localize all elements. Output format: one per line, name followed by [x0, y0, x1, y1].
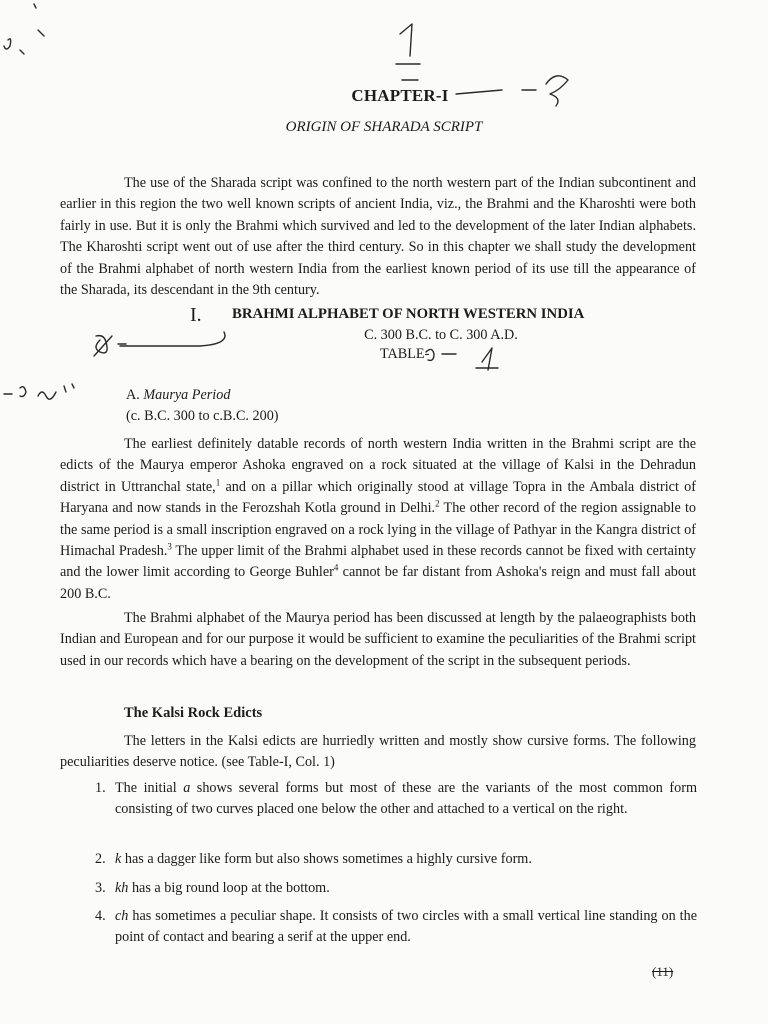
handwritten-side-note — [0, 380, 90, 410]
table-label: TABLE- — [380, 346, 430, 362]
chapter-title: CHAPTER-I — [351, 86, 449, 105]
list-item: 4. ch has sometimes a peculiar shape. It consists of two circles with a small vertical line standing on the point of contact and bearing a serif at the upper end. — [95, 908, 697, 946]
list-item: 2. k has a dagger like form but also shows sometimes a highly cursive form. — [95, 851, 532, 867]
handwritten-table-number — [424, 342, 508, 372]
section-heading: BRAHMI ALPHABET OF NORTH WESTERN INDIA — [232, 306, 585, 322]
intro-paragraph: The use of the Sharada script was confined to the north western part of the Indian subcontinent and earlier in this region the two well known scripts of ancient India, viz., the Brahmi and the Kharoshti were both fairly in use. But it is only the Brahmi which survived and led to the development of the later Indian alphabets. The Kharoshti script went out of use after the third century. So in this chapter we shall study the development of the Brahmi alphabet of north western India from the earliest known period of its use till the appearance of the Sharada, its descendant in the 9th century. — [60, 175, 696, 299]
paragraph-kalsi-intro: The letters in the Kalsi edicts are hurriedly written and mostly show cursive forms. The following peculiarities deserve notice. (see Table-I, Col. 1) — [60, 733, 696, 771]
period-dates: (c. B.C. 300 to c.B.C. 200) — [126, 408, 279, 424]
paragraph-maurya-alphabet: The Brahmi alphabet of the Maurya period has been discussed at length by the palaeographists both Indian and European and for our purpose it would be sufficient to examine the peculiarities of the Brahmi script used in our records which have a bearing on the development of the script in the subsequent periods. — [60, 610, 696, 669]
page-number-bottom: (11) — [652, 964, 674, 979]
section-date-range: C. 300 B.C. to C. 300 A.D. — [364, 327, 518, 343]
list-item: 1. The initial a shows several forms but most of these are the variants of the most common form consisting of two curves placed one below the other and attached to a vertical on the right. — [95, 780, 697, 818]
subheading-kalsi: The Kalsi Rock Edicts — [124, 705, 263, 721]
chapter-subtitle: ORIGIN OF SHARADA SCRIPT — [285, 119, 483, 135]
handwritten-page-number-1 — [392, 20, 432, 80]
paragraph-maurya-records: The earliest definitely datable records of north western India written in the Brahmi script are the edicts of the Maurya emperor Ashoka engraved on a rock situated at the village of Kalsi in the Dehradun district in Uttranchal state,$^1$ and on a pillar which originally stood at village Topra in the Ambala district of Haryana and now stands in the Ferozshah Kotla ground in Delhi.$^2$ The other record of the region assignable to the same period is a small inscription engraved on a rock lying in the village of Pathyar in the Kangra district of Himachal Pradesh.$^3$ The upper limit of the Brahmi alphabet used in these records cannot be fixed with certainty and the lower limit according to George Buhler$^4$ cannot be far distant from Ashoka's reign and must fall about 200 B.C. — [60, 436, 697, 602]
handwritten-scribble-top-left — [0, 0, 70, 70]
period-heading: A. Maurya Period — [126, 387, 231, 403]
section-number: I. — [190, 304, 202, 326]
list-item: 3. kh has a big round loop at the bottom. — [95, 880, 330, 896]
